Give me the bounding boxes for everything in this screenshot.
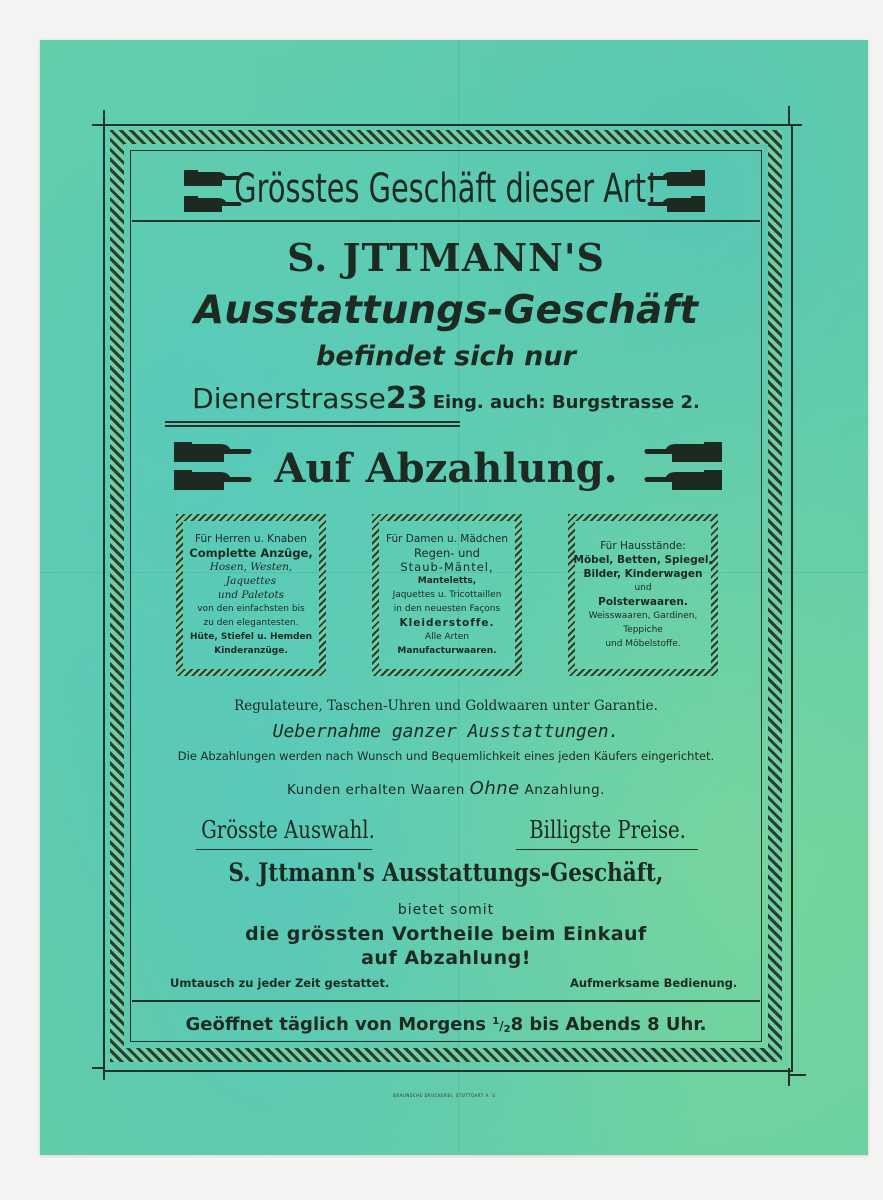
auswahl-underline xyxy=(196,849,372,850)
store-located: befindet sich nur xyxy=(316,341,576,372)
crop-mark xyxy=(788,106,790,124)
store-name: S. JTTMANN'S xyxy=(287,235,605,280)
box-line: Complette Anzüge, xyxy=(189,546,313,560)
crop-mark xyxy=(103,110,105,124)
hours-b: 8 bis Abends 8 Uhr. xyxy=(510,1014,707,1035)
box-line: Für Damen u. Mädchen xyxy=(385,533,508,545)
half-num: 1 xyxy=(492,1016,500,1027)
auf-abzahlung: auf Abzahlung! xyxy=(361,947,531,969)
crop-mark xyxy=(788,1074,806,1076)
box-damen xyxy=(372,514,522,676)
box-line: Bilder, Kinderwagen xyxy=(583,568,703,580)
entrance: Eing. auch: Burgstrasse 2. xyxy=(432,392,700,413)
box-hausstaende xyxy=(568,514,718,676)
store-type: Ausstattungs-Geschäft xyxy=(194,288,698,333)
box-line: und Paletots xyxy=(217,589,285,601)
half-den: 2 xyxy=(503,1024,511,1035)
slogan: Grösstes Geschäft dieser Art! xyxy=(234,166,658,212)
regulateure: Regulateure, Taschen-Uhren und Goldwaaren unter Garantie. xyxy=(234,698,658,714)
repeat-name: S. Jttmann's Ausstattungs-Geschäft, xyxy=(228,858,664,887)
printer-imprint: BRAUNSCHE DRUCKEREI, STUTTGART A. V. xyxy=(393,1093,497,1098)
box-line: Weisswaaren, Gardinen, xyxy=(588,611,698,621)
opening-hours: Geöffnet täglich von Morgens $^1$/28 bis Abends 8 Uhr. xyxy=(185,1014,707,1035)
umtausch: Umtausch zu jeder Zeit gestattet. xyxy=(170,976,390,990)
bedienung: Aufmerksame Bedienung. xyxy=(570,976,738,990)
terms-headline: Auf Abzahlung. xyxy=(274,445,618,492)
box-line: Jaquettes u. Tricottaillen xyxy=(392,590,502,600)
box-line: und xyxy=(634,583,652,593)
address-underline xyxy=(165,421,460,423)
footer-rule xyxy=(132,1000,760,1002)
box-line: Teppiche xyxy=(623,625,663,635)
abzahlungen: Die Abzahlungen werden nach Wunsch und Bequemlichkeit eines jeden Käufers eingerichtet. xyxy=(177,749,715,763)
box-line: Jaquettes xyxy=(225,575,277,587)
box-line: Für Herren u. Knaben xyxy=(195,533,307,545)
preise-underline xyxy=(516,849,698,850)
box-line: Hosen, Westen, xyxy=(209,561,293,573)
box-line: Polsterwaaren. xyxy=(598,596,688,608)
address-line xyxy=(130,379,762,423)
box-line: Kleiderstoffe. xyxy=(399,617,495,629)
box-line: Hüte, Stiefel u. Hemden xyxy=(189,632,313,642)
box-line: zu den elegantesten. xyxy=(203,618,299,628)
kunden-ohne: Ohne xyxy=(469,778,520,799)
box-line: Staub-Mäntel, xyxy=(400,560,494,574)
box-line: von den einfachsten bis xyxy=(197,604,305,614)
vortheile: die grössten Vortheile beim Einkauf xyxy=(245,923,647,945)
kunden-a: Kunden erhalten Waaren xyxy=(287,782,465,798)
box-line: Manteletts, xyxy=(417,576,477,586)
box-line: Möbel, Betten, Spiegel, xyxy=(573,554,713,566)
box-line: Regen- und xyxy=(414,546,480,560)
auswahl: Grösste Auswahl. xyxy=(200,816,375,844)
box-line: und Möbelstoffe. xyxy=(605,639,681,649)
hours-a: Geöffnet täglich von Morgens xyxy=(185,1014,486,1035)
box-line: Kinderanzüge. xyxy=(214,646,288,656)
box-herren xyxy=(176,514,326,676)
box-line: Für Hausstände: xyxy=(600,540,686,552)
kunden-line xyxy=(130,777,762,802)
bietet: bietet somit xyxy=(397,902,495,918)
header-rule xyxy=(132,220,760,222)
kunden-b: Anzahlung. xyxy=(524,782,605,798)
street: Dienerstrasse xyxy=(192,382,386,415)
house-number: 23 xyxy=(385,381,428,416)
box-line: Manufacturwaaren. xyxy=(397,646,497,656)
box-line: Alle Arten xyxy=(424,632,470,642)
preise: Billigste Preise. xyxy=(529,816,686,844)
address-underline-2 xyxy=(165,425,460,427)
box-line: in den neuesten Façons xyxy=(393,604,501,614)
uebernahme: Uebernahme ganzer Ausstattungen. xyxy=(272,721,620,742)
